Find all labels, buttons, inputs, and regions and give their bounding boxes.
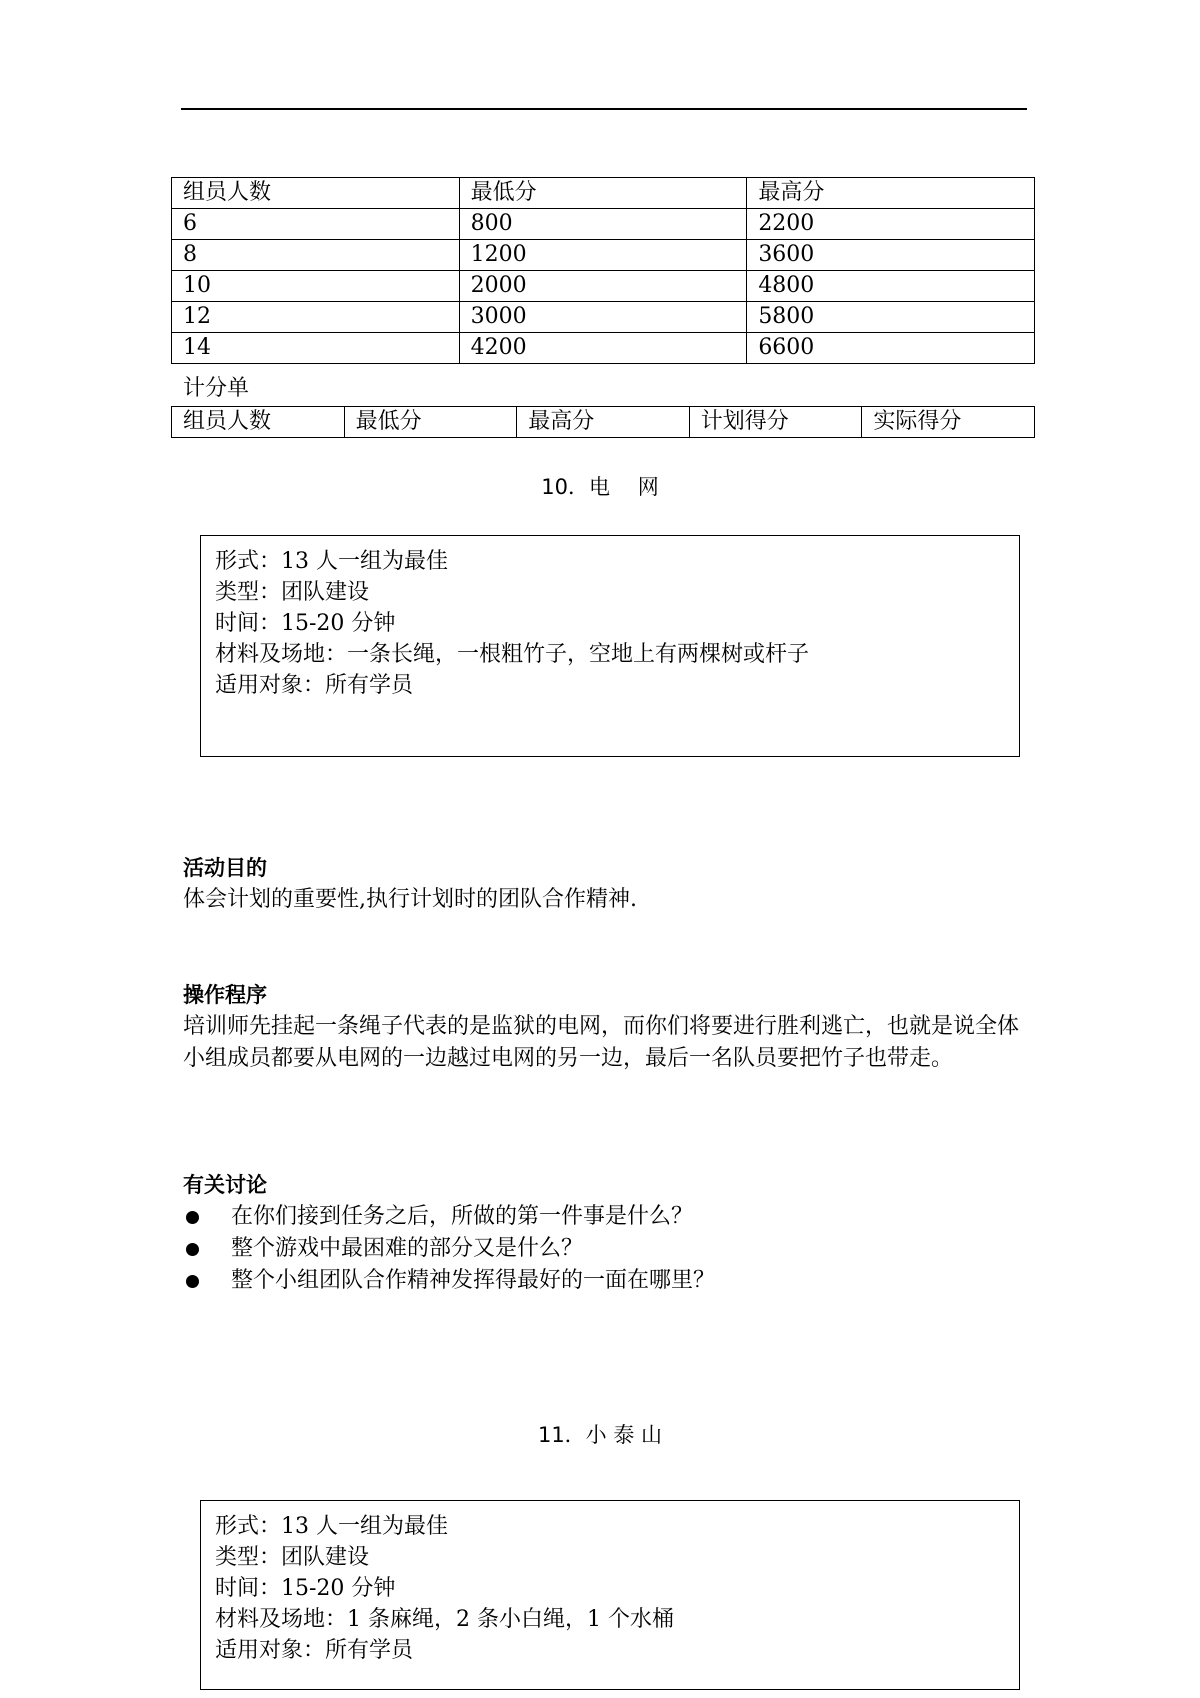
table-cell: 14 (172, 333, 460, 364)
game-10-info-box (200, 535, 1020, 757)
discussion-list (183, 1201, 715, 1297)
info-time: 时间：15-20 分钟 (215, 1576, 396, 1601)
table-row (172, 209, 1035, 240)
procedure-text: 培训师先挂起一条绳子代表的是监狱的电网，而你们将要进行胜利逃亡，也就是说全体小组成员都要从电网的一边越过电网的另一边，最后一名队员要把竹子也带走。 (183, 1014, 1020, 1071)
game-10-heading: 10．电 网 (541, 475, 659, 499)
table-cell: 2000 (459, 271, 747, 302)
purpose-title: 活动目的 (183, 856, 267, 880)
table-cell: 5800 (747, 302, 1035, 333)
info-time: 时间：15-20 分钟 (215, 611, 396, 636)
table-cell: 4800 (747, 271, 1035, 302)
table-row (172, 240, 1035, 271)
info-type: 类型：团队建设 (215, 580, 370, 605)
info-format: 形式：13 人一组为最佳 (215, 549, 448, 574)
tally-sheet-table (171, 406, 1035, 438)
list-item-text: 整个游戏中最困难的部分又是什么？ (231, 1236, 584, 1261)
game-11-info-box (200, 1500, 1020, 1690)
list-item (183, 1201, 715, 1233)
table-cell: 2200 (747, 209, 1035, 240)
table-header-cell: 实际得分 (862, 407, 1035, 438)
info-audience: 适用对象：所有学员 (215, 673, 414, 698)
table-header-cell: 最高分 (747, 178, 1035, 209)
table-cell: 3600 (747, 240, 1035, 271)
table-header-cell: 最低分 (459, 178, 747, 209)
bullet-icon (186, 1243, 199, 1256)
list-item (183, 1265, 715, 1297)
tally-sheet-caption: 计分单 (183, 376, 250, 401)
table-cell: 800 (459, 209, 747, 240)
info-audience: 适用对象：所有学员 (215, 1638, 414, 1663)
info-type: 类型：团队建设 (215, 1545, 370, 1570)
table-cell: 6 (172, 209, 460, 240)
score-range-table (171, 177, 1035, 364)
list-item (183, 1233, 715, 1265)
table-cell: 1200 (459, 240, 747, 271)
table-header-row (172, 407, 1035, 438)
info-format: 形式：13 人一组为最佳 (215, 1514, 448, 1539)
discussion-title: 有关讨论 (183, 1173, 267, 1197)
table-cell: 3000 (459, 302, 747, 333)
list-item-text: 整个小组团队合作精神发挥得最好的一面在哪里？ (231, 1268, 716, 1293)
table-row (172, 333, 1035, 364)
game-11-heading: 11．小 泰 山 (537, 1423, 663, 1447)
procedure-title: 操作程序 (183, 983, 267, 1007)
list-item-text: 在你们接到任务之后，所做的第一件事是什么？ (231, 1204, 694, 1229)
table-header-cell: 计划得分 (689, 407, 862, 438)
table-header-cell: 组员人数 (172, 178, 460, 209)
header-rule (181, 108, 1027, 110)
purpose-text: 体会计划的重要性,执行计划时的团队合作精神. (183, 887, 637, 912)
info-materials: 材料及场地：1 条麻绳，2 条小白绳，1 个水桶 (215, 1607, 674, 1632)
table-cell: 6600 (747, 333, 1035, 364)
table-cell: 10 (172, 271, 460, 302)
table-header-cell: 最低分 (344, 407, 517, 438)
table-cell: 8 (172, 240, 460, 271)
table-row (172, 302, 1035, 333)
table-cell: 12 (172, 302, 460, 333)
bullet-icon (186, 1275, 199, 1288)
info-materials: 材料及场地：一条长绳，一根粗竹子，空地上有两棵树或杆子 (215, 642, 810, 667)
bullet-icon (186, 1211, 199, 1224)
table-header-cell: 最高分 (517, 407, 690, 438)
table-cell: 4200 (459, 333, 747, 364)
table-header-row (172, 178, 1035, 209)
table-row (172, 271, 1035, 302)
table-header-cell: 组员人数 (172, 407, 345, 438)
